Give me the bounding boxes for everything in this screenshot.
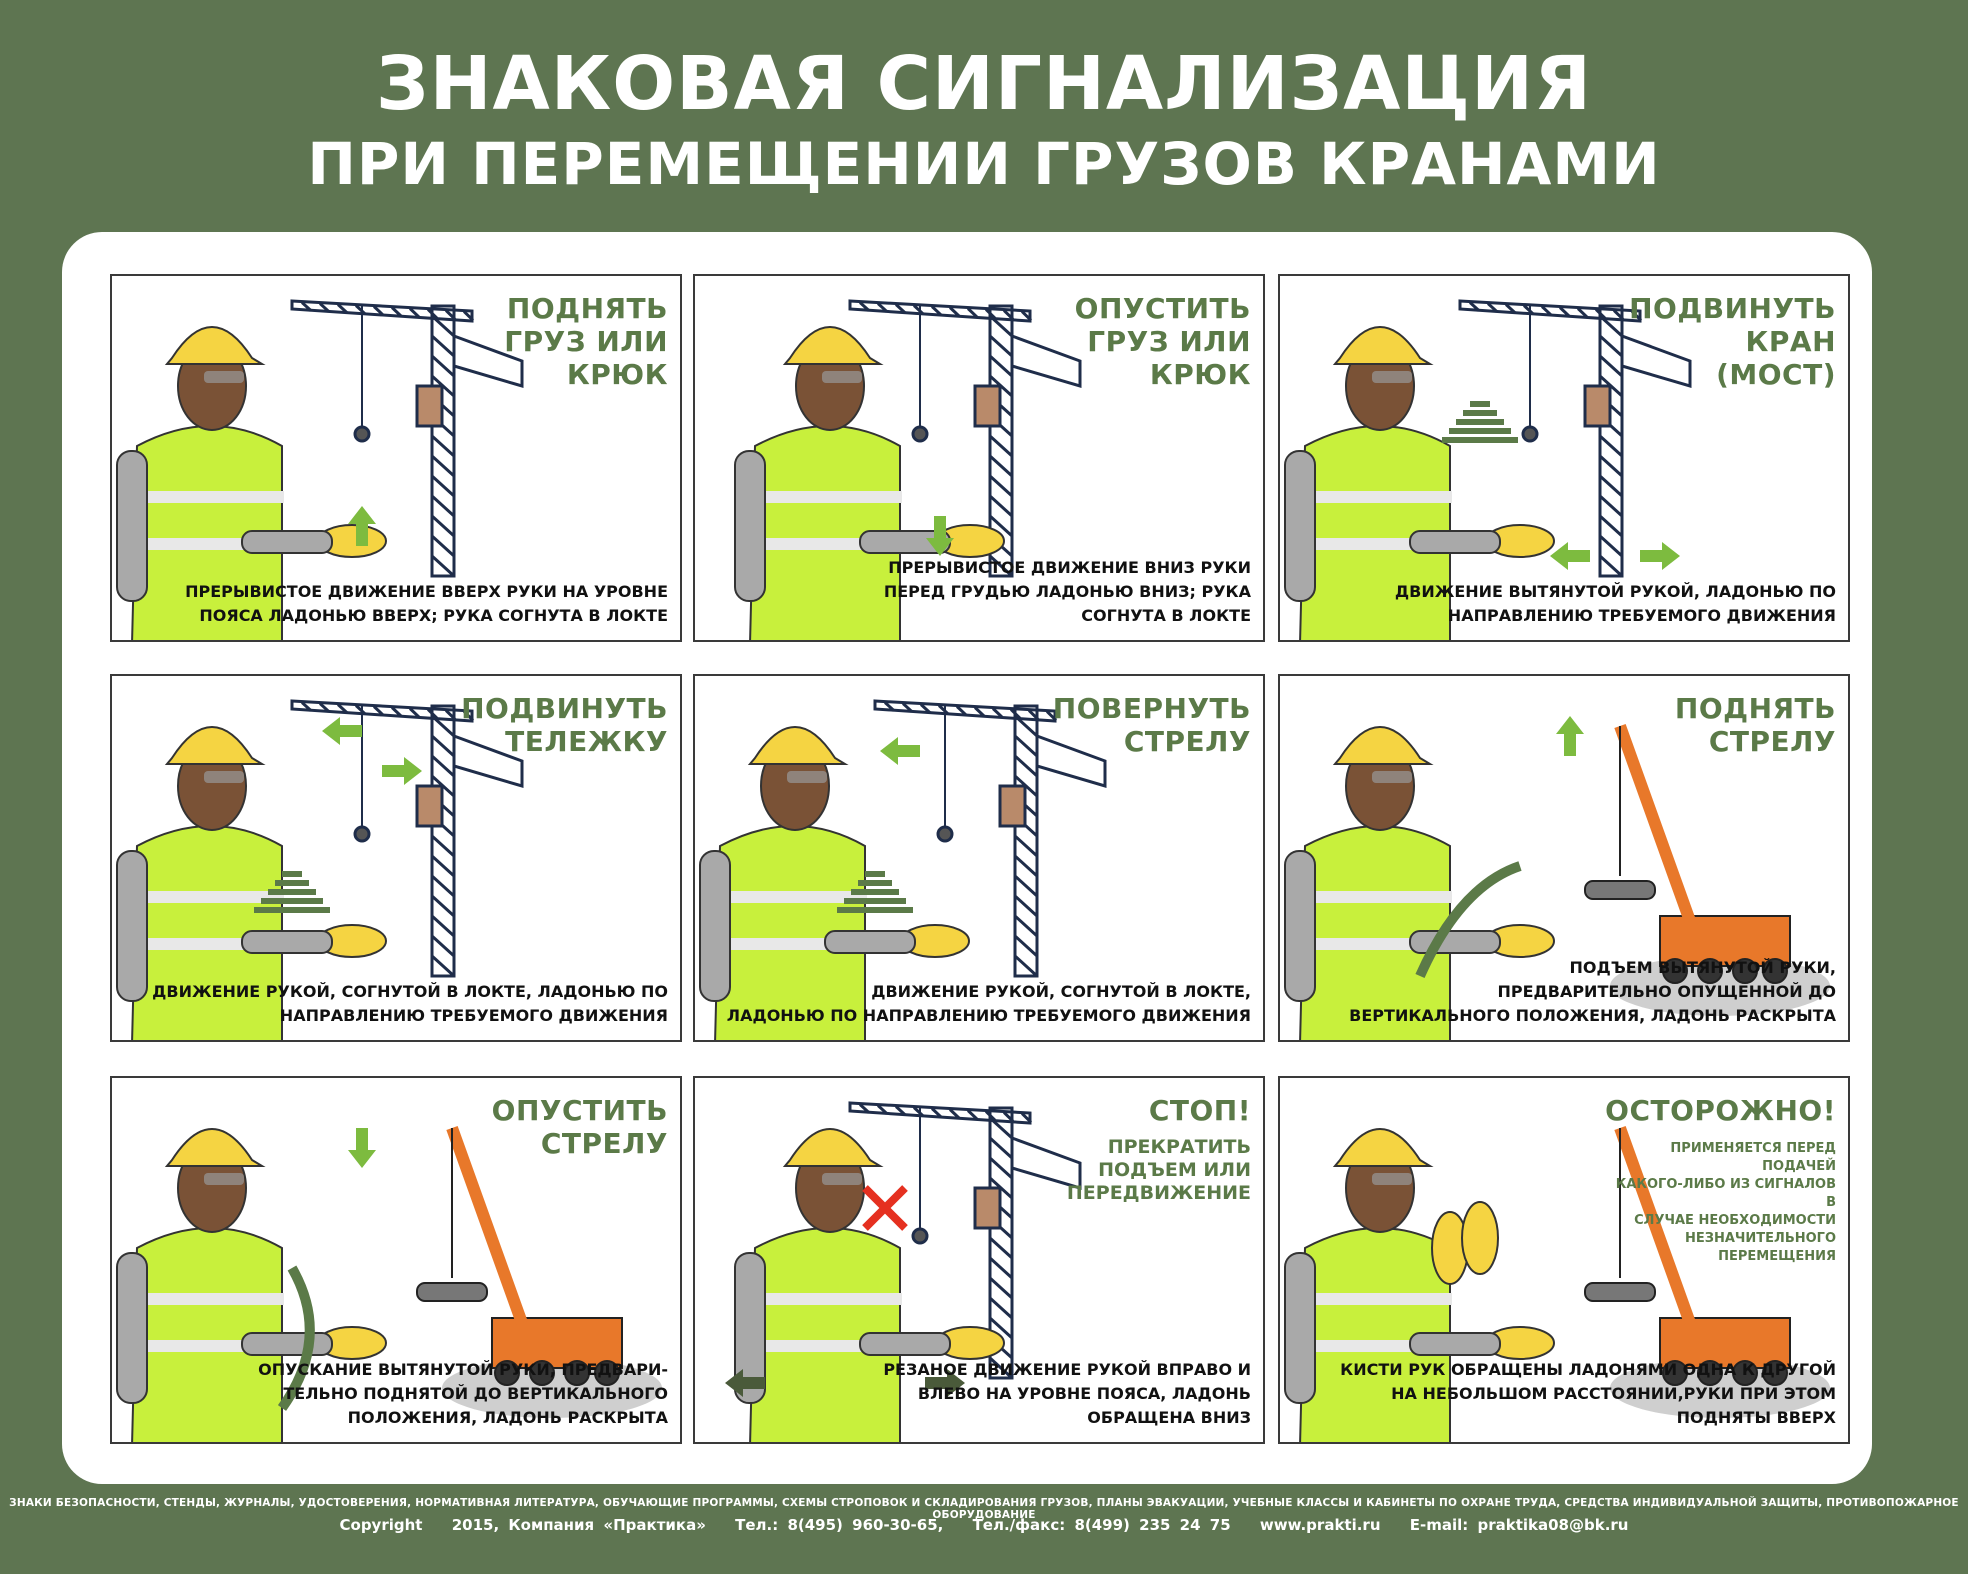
mast-lattice — [432, 936, 454, 956]
panel-description: КИСТИ РУК ОБРАЩЕНЫ ЛАДОНЯМИ ОДНА К ДРУГОЙ НА НЕБОЛЬШОМ РАССТОЯНИИ,РУКИ ПРИ ЭТОМ ПОДНЯТЫ ВВЕРХ — [1340, 1360, 1836, 1427]
hook — [913, 427, 927, 441]
content-board — [62, 232, 1872, 1484]
mast-lattice — [1015, 876, 1037, 896]
worker-figure — [735, 327, 902, 642]
mast-lattice — [432, 956, 454, 976]
mast-lattice — [432, 756, 454, 776]
panel-description: ПРЕРЫВИСТОЕ ДВИЖЕНИЕ ВВЕРХ РУКИ НА УРОВНЕ ПОЯСА ЛАДОНЬЮ ВВЕРХ; РУКА СОГНУТА В ЛОКТЕ — [185, 582, 668, 625]
arrow-down-icon — [348, 1128, 376, 1168]
crane-jib — [850, 301, 1030, 321]
operator-cab — [1585, 386, 1610, 426]
pipe-load — [1585, 881, 1655, 899]
forearm — [242, 531, 332, 553]
mast-lattice — [432, 836, 454, 856]
forearm — [1410, 1333, 1500, 1355]
mast-lattice — [1600, 536, 1622, 556]
mast-lattice — [432, 456, 454, 476]
crane-jib — [292, 301, 472, 321]
crane-jib — [292, 701, 472, 721]
panel-description: ДВИЖЕНИЕ ВЫТЯНУТОЙ РУКОЙ, ЛАДОНЬЮ ПО НАПРАВЛЕНИЮ ТРЕБУЕМОГО ДВИЖЕНИЯ — [1394, 582, 1836, 625]
mast-lattice — [1015, 916, 1037, 936]
panel-subtitle: ПРЕКРАТИТЬ ПОДЪЕМ ИЛИ ПЕРЕДВИЖЕНИЕ — [1066, 1136, 1251, 1204]
mast-lattice — [432, 476, 454, 496]
reflective-stripe — [752, 491, 902, 503]
footer-copyright: Copyright — [339, 1516, 423, 1534]
mast-lattice — [432, 916, 454, 936]
mast-lattice — [1015, 936, 1037, 956]
arrow-right-icon — [382, 757, 422, 785]
mast-lattice — [432, 536, 454, 556]
motion-bar — [268, 889, 316, 895]
mast-lattice — [1600, 556, 1622, 576]
mast-lattice — [432, 736, 454, 756]
poster-title-line2: ПРИ ПЕРЕМЕЩЕНИИ ГРУЗОВ КРАНАМИ — [307, 130, 1661, 198]
arm-sleeve — [1285, 851, 1315, 1001]
mast-lattice — [990, 496, 1012, 516]
panel-title: ПОДНЯТЬ СТРЕЛУ — [1674, 692, 1836, 758]
safety-glasses — [1372, 371, 1412, 383]
footer-contacts — [0, 1516, 1968, 1534]
panel-lower-boom — [110, 1076, 682, 1444]
panel-title: ПОДНЯТЬ ГРУЗ ИЛИ КРЮК — [504, 292, 668, 391]
mast-lattice — [432, 336, 454, 356]
arm-sleeve — [1285, 1253, 1315, 1403]
panel-description: ПОДЪЕМ ВЫТЯНУТОЙ РУКИ, ПРЕДВАРИТЕЛЬНО ОПУЩЕННОЙ ДО ВЕРТИКАЛЬНОГО ПОЛОЖЕНИЯ, ЛАДОНЬ РАСКРЫТА — [1349, 958, 1836, 1025]
helmet — [167, 727, 262, 764]
arm-sleeve — [117, 451, 147, 601]
forearm — [825, 931, 915, 953]
footer-website[interactable]: www.prakti.ru — [1259, 1516, 1381, 1534]
footer-services: ЗНАКИ БЕЗОПАСНОСТИ, СТЕНДЫ, ЖУРНАЛЫ, УДОСТОВЕРЕНИЯ, НОРМАТИВНАЯ ЛИТЕРАТУРА, ОБУЧАЮЩИЕ ПРОГРАММЫ, СХЕМЫ СТРОПОВОК И СКЛАДИРОВАНИЯ ГРУЗОВ, ПЛАНЫ ЭВАКУАЦИИ, УЧЕБНЫЕ КЛАССЫ И КАБИНЕТЫ ПО ОХРАНЕ ТРУДА, СРЕДСТВА ИНДИВИДУАЛЬНОЙ ЗАЩИТЫ, ПРОТИВОПОЖАРНОЕ ОБОРУДОВАНИЕ — [9, 1497, 1959, 1521]
mast-lattice — [1015, 856, 1037, 876]
counter-jib — [1012, 336, 1080, 386]
mast-lattice — [1600, 476, 1622, 496]
reflective-stripe — [134, 1293, 284, 1305]
safety-glasses — [822, 371, 862, 383]
motion-bar — [865, 871, 885, 877]
operator-cab — [1000, 786, 1025, 826]
mast-lattice — [990, 436, 1012, 456]
panel-subtitle: ПРИМЕНЯЕТСЯ ПЕРЕД ПОДАЧЕЙ КАКОГО-ЛИБО ИЗ СИГНАЛОВ В СЛУЧАЕ НЕОБХОДИМОСТИ НЕЗНАЧИТЕЛЬНОГО ПЕРЕМЕЩЕНИЯ — [1615, 1141, 1836, 1264]
panel-caution — [1278, 1076, 1850, 1444]
panel-title: ПОДВИНУТЬ КРАН (МОСТ) — [1629, 292, 1836, 391]
hook — [913, 1229, 927, 1243]
hook — [355, 827, 369, 841]
panel-title: ОСТОРОЖНО! — [1605, 1094, 1836, 1127]
hook — [355, 427, 369, 441]
helmet — [1335, 1129, 1430, 1166]
helmet — [167, 1129, 262, 1166]
motion-bar — [837, 907, 913, 913]
mast-lattice — [432, 556, 454, 576]
helmet — [1335, 727, 1430, 764]
footer-fax: Тел./факс: 8(499) 235 24 75 — [972, 1516, 1231, 1534]
mast-lattice — [990, 356, 1012, 376]
reflective-stripe — [752, 1293, 902, 1305]
forearm — [242, 931, 332, 953]
panel-move-trolley — [110, 674, 682, 1042]
arm-sleeve — [700, 851, 730, 1001]
mast-lattice — [990, 1138, 1012, 1158]
panel-description: ПРЕРЫВИСТОЕ ДВИЖЕНИЕ ВНИЗ РУКИ ПЕРЕД ГРУДЬЮ ЛАДОНЬЮ ВНИЗ; РУКА СОГНУТА В ЛОКТЕ — [883, 558, 1251, 625]
mast-lattice — [990, 476, 1012, 496]
helmet — [750, 727, 845, 764]
motion-bar — [1463, 410, 1497, 416]
crane-jib — [875, 701, 1055, 721]
safety-glasses — [787, 771, 827, 783]
mast-lattice — [990, 1278, 1012, 1298]
mast-lattice — [1015, 896, 1037, 916]
mast-lattice — [1015, 836, 1037, 856]
hook — [938, 827, 952, 841]
poster-title-line1: ЗНАКОВАЯ СИГНАЛИЗАЦИЯ — [376, 41, 1592, 127]
motion-bar — [275, 880, 309, 886]
mast-lattice — [1600, 336, 1622, 356]
panel-lower-load — [693, 274, 1265, 642]
panel-raise-load — [110, 274, 682, 642]
stop-cross-icon — [865, 1188, 905, 1228]
motion-bar — [858, 880, 892, 886]
reflective-stripe — [1302, 1293, 1452, 1305]
mast-lattice — [432, 356, 454, 376]
mast-lattice — [432, 496, 454, 516]
safety-glasses — [204, 771, 244, 783]
forearm — [1410, 931, 1500, 953]
mast-lattice — [432, 856, 454, 876]
safety-glasses — [1372, 771, 1412, 783]
forearm — [242, 1333, 332, 1355]
panel-title: ОПУСТИТЬ СТРЕЛУ — [491, 1094, 668, 1160]
panel-move-crane — [1278, 274, 1850, 642]
pipe-load — [417, 1283, 487, 1301]
operator-cab — [417, 786, 442, 826]
arrow-right-icon — [1640, 542, 1680, 570]
arrow-left-icon — [1550, 542, 1590, 570]
pipe-load — [1585, 1283, 1655, 1301]
helmet — [1335, 327, 1430, 364]
panel-title: ОПУСТИТЬ ГРУЗ ИЛИ КРЮК — [1074, 292, 1251, 391]
footer-phone: Тел.: 8(495) 960-30-65, — [735, 1516, 944, 1534]
safety-glasses — [822, 1173, 862, 1185]
crane-jib — [1460, 301, 1640, 321]
motion-stack-icon — [1442, 401, 1518, 443]
mast-lattice — [990, 456, 1012, 476]
helmet — [167, 327, 262, 364]
mast-lattice — [1600, 456, 1622, 476]
motion-bar — [254, 907, 330, 913]
arm-sleeve — [117, 851, 147, 1001]
panel-description: ОПУСКАНИЕ ВЫТЯНУТОЙ РУКИ, ПРЕДВАРИ- ТЕЛЬНО ПОДНЯТОЙ ДО ВЕРТИКАЛЬНОГО ПОЛОЖЕНИЯ, ЛАДОНЬ РАСКРЫТА — [258, 1360, 668, 1427]
footer-company: 2015, Компания «Практика» — [451, 1516, 706, 1534]
mast-lattice — [432, 896, 454, 916]
worker-figure — [735, 1129, 902, 1444]
operator-cab — [975, 1188, 1000, 1228]
mast-lattice — [1600, 496, 1622, 516]
arm-sleeve — [117, 1253, 147, 1403]
hook — [1523, 427, 1537, 441]
motion-bar — [851, 889, 899, 895]
panel-title: ПОДВИНУТЬ ТЕЛЕЖКУ — [461, 692, 668, 758]
panel-title: ПОВЕРНУТЬ СТРЕЛУ — [1052, 692, 1251, 758]
safety-glasses — [1372, 1173, 1412, 1185]
rotate-arrow-icon — [880, 737, 920, 765]
operator-cab — [975, 386, 1000, 426]
mast-lattice — [432, 876, 454, 896]
panel-stop — [693, 1076, 1265, 1444]
crane-jib — [850, 1103, 1030, 1123]
safety-glasses — [204, 1173, 244, 1185]
mast-lattice — [1015, 756, 1037, 776]
reflective-stripe — [134, 491, 284, 503]
panel-description: РЕЗАНОЕ ДВИЖЕНИЕ РУКОЙ ВПРАВО И ВЛЕВО НА УРОВНЕ ПОЯСА, ЛАДОНЬ ОБРАЩЕНА ВНИЗ — [883, 1360, 1251, 1427]
motion-bar — [261, 898, 323, 904]
motion-bar — [1442, 437, 1518, 443]
arm-sleeve — [735, 451, 765, 601]
safety-glasses — [204, 371, 244, 383]
operator-cab — [417, 386, 442, 426]
motion-bar — [282, 871, 302, 877]
forearm — [1410, 531, 1500, 553]
mast-lattice — [1015, 956, 1037, 976]
mast-lattice — [1600, 516, 1622, 536]
panel-raise-boom — [1278, 674, 1850, 1042]
arrow-left-icon — [322, 717, 362, 745]
mast-lattice — [432, 516, 454, 536]
helmet — [785, 327, 880, 364]
panel-description: ДВИЖЕНИЕ РУКОЙ, СОГНУТОЙ В ЛОКТЕ, ЛАДОНЬЮ ПО НАПРАВЛЕНИЮ ТРЕБУЕМОГО ДВИЖЕНИЯ — [152, 982, 668, 1025]
forearm — [860, 1333, 950, 1355]
arm-sleeve — [1285, 451, 1315, 601]
panel-rotate-boom — [693, 674, 1265, 1042]
mast-lattice — [1600, 356, 1622, 376]
panel-description: ДВИЖЕНИЕ РУКОЙ, СОГНУТОЙ В ЛОКТЕ, ЛАДОНЬЮ ПО НАПРАВЛЕНИЮ ТРЕБУЕМОГО ДВИЖЕНИЯ — [726, 982, 1251, 1025]
helmet — [785, 1129, 880, 1166]
panel-title: СТОП! — [1148, 1094, 1251, 1127]
reflective-stripe — [1302, 891, 1452, 903]
footer-email[interactable]: E-mail: praktika08@bk.ru — [1409, 1516, 1629, 1534]
arrow-up-icon — [1556, 716, 1584, 756]
glove-right — [1462, 1202, 1498, 1274]
mast-lattice — [990, 1298, 1012, 1318]
mast-lattice — [1015, 736, 1037, 756]
mast-lattice — [1600, 436, 1622, 456]
reflective-stripe — [1302, 491, 1452, 503]
mast-lattice — [990, 336, 1012, 356]
mast-lattice — [990, 1238, 1012, 1258]
motion-bar — [844, 898, 906, 904]
motion-bar — [1449, 428, 1511, 434]
mast-lattice — [990, 1258, 1012, 1278]
mast-lattice — [432, 436, 454, 456]
motion-bar — [1456, 419, 1504, 425]
mast-lattice — [990, 1158, 1012, 1178]
motion-bar — [1470, 401, 1490, 407]
poster-title — [0, 40, 1968, 200]
